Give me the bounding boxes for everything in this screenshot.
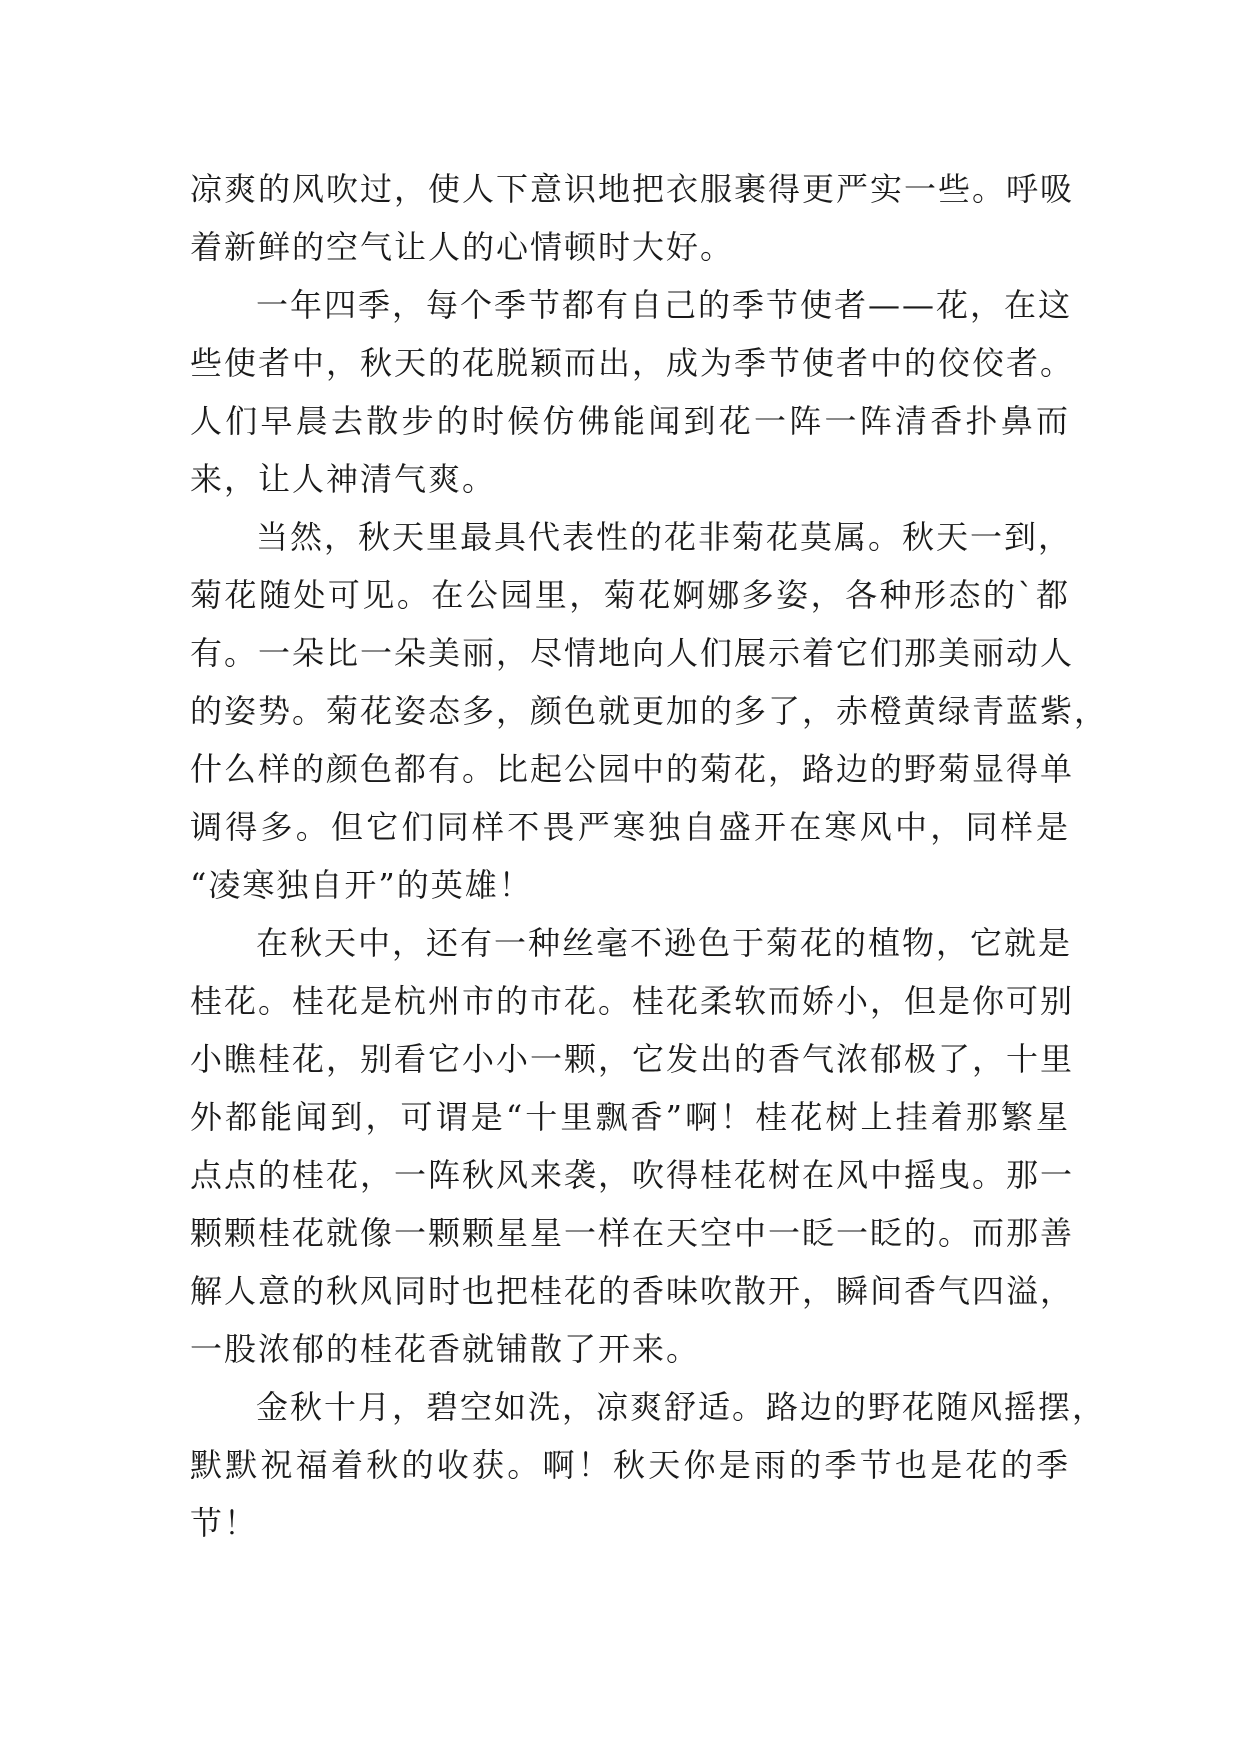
text-line: 金秋十月，碧空如洗，凉爽舒适。路边的野花随风摇摆， (256, 1388, 1107, 1426)
text-line: 有。一朵比一朵美丽，尽情地向人们展示着它们那美丽动人 (190, 634, 1075, 672)
paragraph-4 (190, 914, 1075, 1378)
text-line: 着新鲜的空气让人的心情顿时大好。 (190, 228, 735, 266)
text-line: 桂花。桂花是杭州市的市花。桂花柔软而娇小，但是你可别 (190, 982, 1075, 1020)
text-line: 当然，秋天里最具代表性的花非菊花莫属。秋天一到， (256, 518, 1073, 556)
text-line: 外都能闻到，可谓是“十里飘香”啊！桂花树上挂着那繁星 (190, 1098, 1070, 1136)
text-line: 来，让人神清气爽。 (190, 460, 497, 498)
text-line: 的姿势。菊花姿态多，颜色就更加的多了，赤橙黄绿青蓝紫， (190, 692, 1109, 730)
paragraph-5 (190, 1378, 1107, 1552)
text-line: 解人意的秋风同时也把桂花的香味吹散开，瞬间香气四溢， (190, 1272, 1075, 1310)
text-line: 调得多。但它们同样不畏严寒独自盛开在寒风中，同样是 (190, 808, 1070, 846)
text-line: 节！ (190, 1504, 259, 1542)
text-line: “凌寒独自开”的英雄！ (190, 866, 533, 904)
text-line: 一股浓郁的桂花香就铺散了开来。 (190, 1330, 701, 1368)
text-line: 些使者中，秋天的花脱颖而出，成为季节使者中的佼佼者。 (190, 344, 1075, 382)
paragraph-2 (190, 276, 1075, 508)
text-line: 在秋天中，还有一种丝毫不逊色于菊花的植物，它就是 (256, 924, 1073, 962)
paragraph-3 (190, 508, 1109, 914)
text-line: 什么样的颜色都有。比起公园中的菊花，路边的野菊显得单 (190, 750, 1075, 788)
text-line: 颗颗桂花就像一颗颗星星一样在天空中一眨一眨的。而那善 (190, 1214, 1075, 1252)
text-line: 一年四季，每个季节都有自己的季节使者——花，在这 (256, 286, 1073, 324)
text-line: 小瞧桂花，别看它小小一颗，它发出的香气浓郁极了，十里 (190, 1040, 1075, 1078)
paragraph-1 (190, 160, 1075, 276)
text-line: 凉爽的风吹过，使人下意识地把衣服裹得更严实一些。呼吸 (190, 170, 1075, 208)
text-line: 菊花随处可见。在公园里，菊花婀娜多姿，各种形态的`都 (190, 576, 1070, 614)
text-line: 点点的桂花，一阵秋风来袭，吹得桂花树在风中摇曳。那一 (190, 1156, 1075, 1194)
text-line: 默默祝福着秋的收获。啊！秋天你是雨的季节也是花的季 (190, 1446, 1070, 1484)
text-line: 人们早晨去散步的时候仿佛能闻到花一阵一阵清香扑鼻而 (190, 402, 1070, 440)
document-page (190, 160, 1109, 1552)
